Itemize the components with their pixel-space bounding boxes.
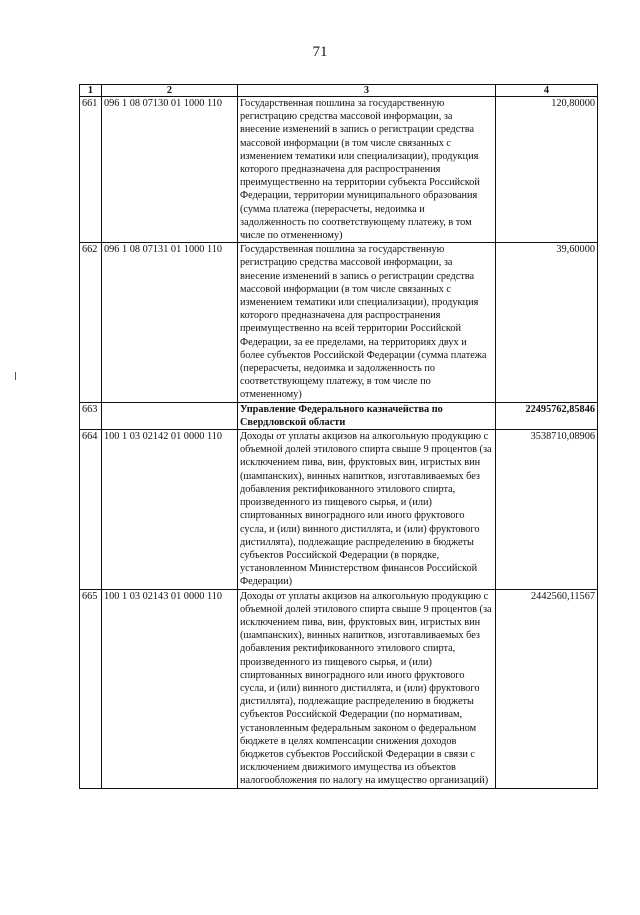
revenue-description: Доходы от уплаты акцизов на алкогольную продукцию с объемной долей этилового спирта свыше 9 процентов (за исключением пива, вин, фруктовых вин, игристых вин (шампанских), винных напитков, изготавливаемых без добавления ректификованного этилового спирта, произведенного из пищевого сырья, и (или) спиртованных виноградного или иного фруктового сусла, и (или) винного дистиллята, и (или) фруктового дистиллята), подлежащие распределению в бюджеты субъектов Российской Федерации (по нормативам, установленным федеральным законом о федеральном бюджете в целях компенсации снижения доходов бюджетов субъектов Российской Федерации в связи с исключением движимого имущества из объектов налогообложения по налогу на имущество организаций) xyxy=(238,589,496,788)
budget-code xyxy=(102,402,238,429)
amount: 22495762,85846 xyxy=(496,402,598,429)
amount: 3538710,08906 xyxy=(496,430,598,589)
revenue-table xyxy=(79,84,598,789)
budget-code: 100 1 03 02142 01 0000 110 xyxy=(102,430,238,589)
column-header: 3 xyxy=(238,85,496,97)
column-header: 4 xyxy=(496,85,598,97)
table-row xyxy=(80,97,598,243)
table-header-row xyxy=(80,85,598,97)
table-row xyxy=(80,589,598,788)
budget-code: 096 1 08 07131 01 1000 110 xyxy=(102,243,238,402)
row-number: 662 xyxy=(80,243,102,402)
row-number: 663 xyxy=(80,402,102,429)
revenue-description: Государственная пошлина за государственную регистрацию средства массовой информации, за внесение изменений в запись о регистрации средства массовой информации (в том числе связанных с изменением тематики или специализации), продукция которого предназначена для распространения преимущественно на территории субъекта Российской Федерации, территории муниципального образования (сумма платежа (перерасчеты, недоимка и задолженность по соответствующему платежу, в том числе по отмененному) xyxy=(238,97,496,243)
row-number: 664 xyxy=(80,430,102,589)
page-number: 71 xyxy=(312,44,328,60)
budget-code: 096 1 08 07130 01 1000 110 xyxy=(102,97,238,243)
amount: 120,80000 xyxy=(496,97,598,243)
row-number: 661 xyxy=(80,97,102,243)
budget-code: 100 1 03 02143 01 0000 110 xyxy=(102,589,238,788)
column-header: 2 xyxy=(102,85,238,97)
revenue-description: Доходы от уплаты акцизов на алкогольную продукцию с объемной долей этилового спирта свыше 9 процентов (за исключением пива, вин, фруктовых вин, игристых вин (шампанских), винных напитков, изготавливаемых без добавления ректификованного этилового спирта, произведенного из пищевого сырья, и (или) спиртованных виноградного или иного фруктового сусла, и (или) винного дистиллята, и (или) фруктового дистиллята), подлежащие распределению в бюджеты субъектов Российской Федерации (в порядке, установленном Министерством финансов Российской Федерации) xyxy=(238,430,496,589)
administrator-name: Управление Федерального казначейства по Свердловской области xyxy=(238,402,496,429)
table-row xyxy=(80,430,598,589)
column-header: 1 xyxy=(80,85,102,97)
amount: 2442560,11567 xyxy=(496,589,598,788)
margin-mark xyxy=(15,372,16,380)
revenue-description: Государственная пошлина за государственную регистрацию средства массовой информации, за внесение изменений в запись о регистрации средства массовой информации (в том числе связанных с изменением тематики или специализации), продукция которого предназначена для распространения преимущественно на всей территории Российской Федерации, за ее пределами, на территориях двух и более субъектов Российской Федерации (сумма платежа (перерасчеты, недоимка и задолженность по соответствующему платежу, в том числе по отмененному) xyxy=(238,243,496,402)
table-row xyxy=(80,402,598,429)
amount: 39,60000 xyxy=(496,243,598,402)
row-number: 665 xyxy=(80,589,102,788)
table-row xyxy=(80,243,598,402)
